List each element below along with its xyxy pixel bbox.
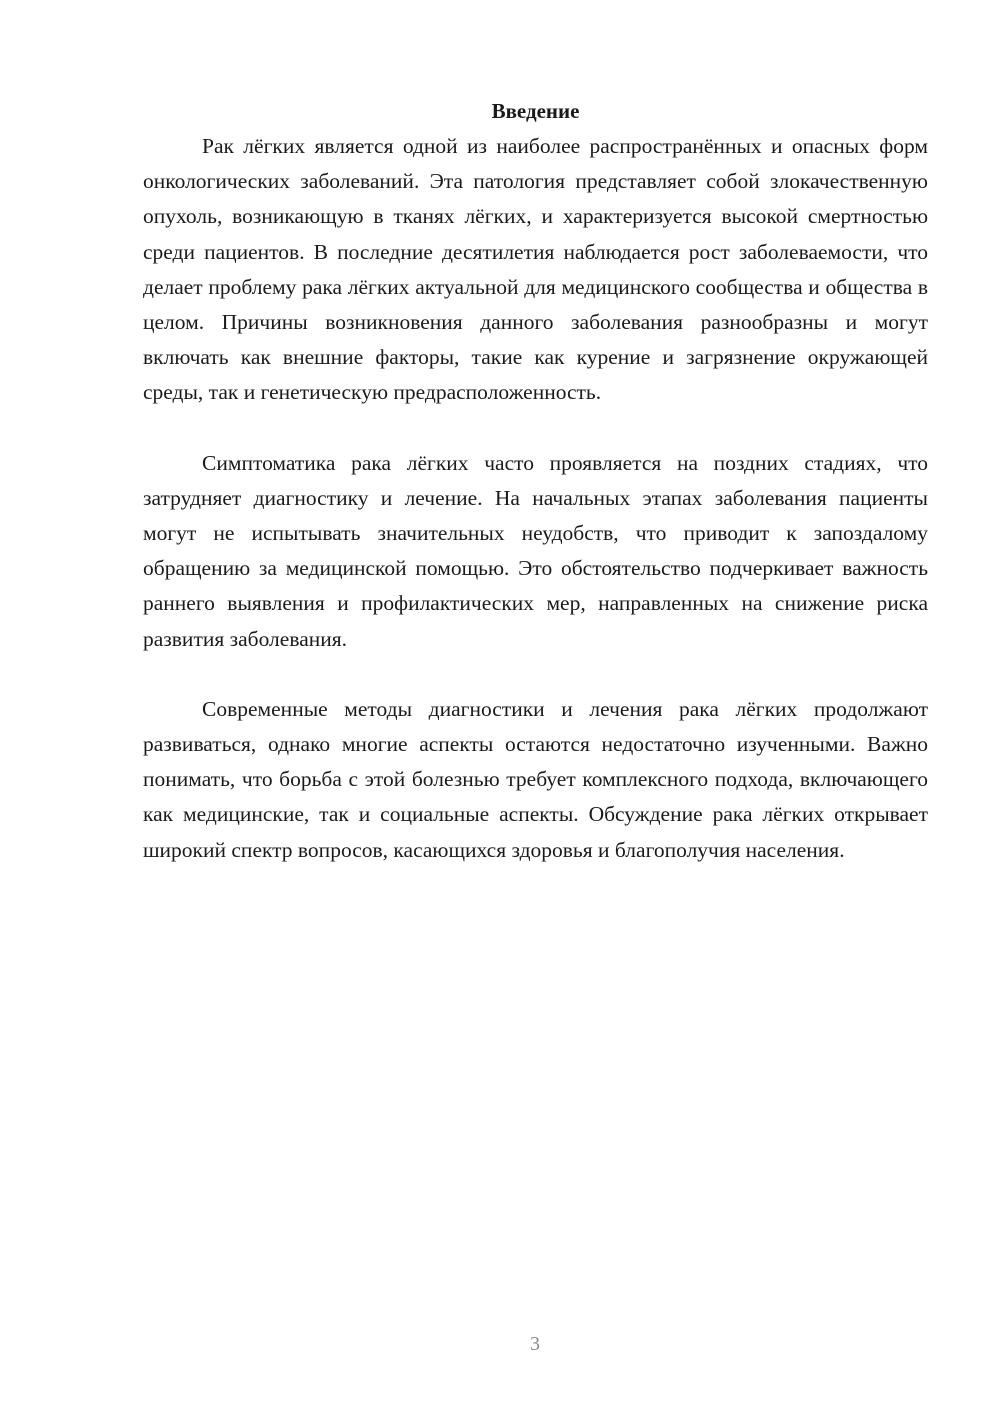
page-number: 3 <box>530 1333 540 1355</box>
paragraph-2: Симптоматика рака лёгких часто проявляется на поздних стадиях, что затрудняет диагностику и лечение. На начальных этапах заболевания пациенты могут не испытывать значительных неудобств, что приводит к запоздалому обращению за медицинской помощью. Это обстоятельство подчеркивает важность раннего выявления и профилактических мер, направленных на снижение риска развития заболевания. <box>143 450 928 651</box>
section-title: Введение <box>491 99 580 123</box>
paragraph-3: Современные методы диагностики и лечения рака лёгких продолжают развиваться, однако многие аспекты остаются недостаточно изученными. Важно понимать, что борьба с этой болезнью требует комплексного подхода, включающего как медицинские, так и социальные аспекты. Обсуждение рака лёгких открывает широкий спектр вопросов, касающихся здоровья и благополучия населения. <box>143 696 928 862</box>
document-body <box>143 94 928 868</box>
paragraph-1: Рак лёгких является одной из наиболее распространённых и опасных форм онкологических заболеваний. Эта патология представляет собой злокачественную опухоль, возникающую в тканях лёгких, и характеризуется высокой смертностью среди пациентов. В последние десятилетия наблюдается рост заболеваемости, что делает проблему рака лёгких актуальной для медицинского сообщества и общества в целом. Причины возникновения данного заболевания разнообразны и могут включать как внешние факторы, такие как курение и загрязнение окружающей среды, так и генетическую предрасположенность. <box>143 134 928 405</box>
